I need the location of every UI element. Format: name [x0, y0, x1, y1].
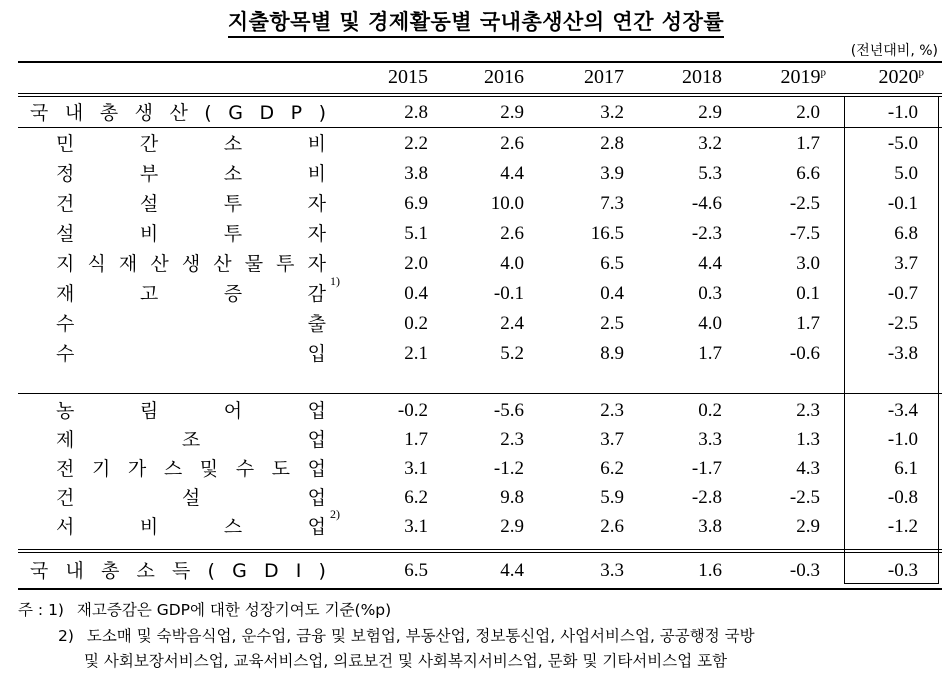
row-label: 국 내 총 생 산 ( G D P )	[30, 102, 326, 124]
table-cell: 0.2	[698, 400, 722, 421]
table-cell: 4.3	[796, 458, 820, 479]
table-cell: -1.0	[887, 102, 918, 123]
table-cell: -5.6	[493, 400, 524, 421]
table-cell: 1.7	[796, 313, 820, 334]
column-header-year: 2019	[780, 66, 821, 88]
table-cell: 2.2	[404, 133, 428, 154]
table-cell: 3.9	[600, 163, 624, 184]
row-label: 전 기 가 스 및 수 도 업	[56, 458, 326, 480]
table-row	[0, 397, 952, 425]
table-cell: -2.5	[789, 487, 820, 508]
table-row	[0, 274, 952, 308]
table-cell: -2.3	[691, 223, 722, 244]
row-label: 국 내 총 소 득 ( G D I )	[30, 560, 326, 582]
table-cell: 2.6	[600, 516, 624, 537]
table-cell: 5.9	[600, 487, 624, 508]
table-cell: -7.5	[789, 223, 820, 244]
table-cell: 2.9	[796, 516, 820, 537]
table-cell: -1.2	[493, 458, 524, 479]
table-cell: -0.1	[887, 193, 918, 214]
column-header-year: 2020	[878, 66, 919, 88]
table-cell: 4.4	[698, 253, 722, 274]
table-row	[0, 484, 952, 512]
table-bottom-rule	[18, 588, 942, 590]
header-bottom-rule-2	[18, 96, 942, 97]
table-cell: 2.4	[500, 313, 524, 334]
table-cell: 0.1	[796, 283, 820, 304]
table-cell: 5.2	[500, 343, 524, 364]
table-cell: 6.1	[894, 458, 918, 479]
table-cell: 2.0	[796, 102, 820, 123]
table-cell: 0.3	[698, 283, 722, 304]
table-cell: -2.8	[691, 487, 722, 508]
row-label: 재 고 증 감	[56, 283, 326, 305]
table-cell: 0.4	[404, 283, 428, 304]
footnote-prefix: 주 :	[18, 601, 44, 619]
table-cell: 4.4	[500, 163, 524, 184]
table-row	[0, 507, 952, 541]
footnote-2	[58, 624, 755, 646]
table-row	[0, 190, 952, 218]
table-cell: 6.8	[894, 223, 918, 244]
table-cell: 10.0	[490, 193, 524, 214]
table-cell: 4.0	[500, 253, 524, 274]
table-cell: 3.3	[600, 560, 624, 581]
footnote-2-continued	[84, 649, 727, 671]
table-cell: 6.5	[600, 253, 624, 274]
column-header-2020	[824, 66, 924, 89]
table-row	[0, 160, 952, 188]
table-cell: -0.7	[887, 283, 918, 304]
table-row	[0, 557, 952, 585]
row-label: 설 비 투 자	[56, 223, 326, 245]
preliminary-mark: p	[918, 66, 924, 79]
table-cell: 2.6	[500, 133, 524, 154]
table-cell: -0.3	[887, 560, 918, 581]
table-cell: 2.9	[500, 102, 524, 123]
table-cell: 4.0	[698, 313, 722, 334]
row-label: 정 부 소 비	[56, 163, 326, 185]
table-cell: 3.7	[894, 253, 918, 274]
table-cell: 2.3	[600, 400, 624, 421]
column-header-2016	[424, 66, 524, 89]
row-label: 제 조 업	[56, 429, 326, 451]
row-footnote-mark: 1)	[330, 274, 340, 288]
table-cell: 2.5	[600, 313, 624, 334]
column-header-year: 2015	[388, 66, 428, 88]
table-cell: 0.4	[600, 283, 624, 304]
table-cell: -0.3	[789, 560, 820, 581]
table-cell: 1.6	[698, 560, 722, 581]
table-cell: -2.5	[887, 313, 918, 334]
table-title: 지출항목별 및 경제활동별 국내총생산의 연간 성장률	[0, 6, 952, 36]
table-cell: 2.9	[500, 516, 524, 537]
column-header-2015	[328, 66, 428, 89]
table-cell: 3.8	[698, 516, 722, 537]
column-header-2018	[622, 66, 722, 89]
footnote-2-line2: 및 사회보장서비스업, 교육서비스업, 의료보건 및 사회복지서비스업, 문화 및 기타서비스업 포함	[84, 652, 728, 670]
table-row	[0, 220, 952, 248]
table-row	[0, 250, 952, 278]
row-label: 건 설 업	[56, 487, 326, 509]
footnote-1	[18, 598, 391, 620]
table-cell: 6.2	[600, 458, 624, 479]
table-cell: 2.0	[404, 253, 428, 274]
footnote-1-number: 1)	[48, 601, 64, 619]
table-cell: 2.6	[500, 223, 524, 244]
table-cell: 1.3	[796, 429, 820, 450]
unit-label: (전년대비, %)	[850, 43, 938, 59]
table-cell: -1.7	[691, 458, 722, 479]
table-cell: 3.3	[698, 429, 722, 450]
row-label: 민 간 소 비	[56, 133, 326, 155]
gdi-top-rule-2	[18, 552, 942, 553]
table-cell: 3.0	[796, 253, 820, 274]
table-cell: 6.5	[404, 560, 428, 581]
table-cell: -4.6	[691, 193, 722, 214]
table-cell: 3.2	[600, 102, 624, 123]
table-cell: -1.2	[887, 516, 918, 537]
table-cell: -3.8	[887, 343, 918, 364]
table-cell: 5.0	[894, 163, 918, 184]
footnote-2-line1: 도소매 및 숙박음식업, 운수업, 금융 및 보험업, 부동산업, 정보통신업, 사업서비스업, 공공행정 국방	[86, 627, 755, 645]
gdi-top-rule	[18, 549, 942, 550]
column-header-year: 2017	[584, 66, 624, 88]
table-cell: -3.4	[887, 400, 918, 421]
header-top-rule	[18, 61, 942, 63]
table-cell: -0.2	[397, 400, 428, 421]
table-cell: 6.2	[404, 487, 428, 508]
table-cell: 2.8	[600, 133, 624, 154]
gdp-row-rule	[18, 127, 942, 128]
header-bottom-rule	[18, 93, 942, 94]
table-cell: 5.1	[404, 223, 428, 244]
table-cell: 3.7	[600, 429, 624, 450]
table-row	[0, 130, 952, 158]
table-cell: 2.3	[500, 429, 524, 450]
table-cell: 3.8	[404, 163, 428, 184]
table-row	[0, 455, 952, 483]
row-label: 농 림 어 업	[56, 400, 326, 422]
footnote-2-number: 2)	[58, 627, 74, 645]
table-cell: 2.8	[404, 102, 428, 123]
column-header-year: 2018	[682, 66, 722, 88]
table-cell: 8.9	[600, 343, 624, 364]
table-cell: 2.9	[698, 102, 722, 123]
table-cell: 6.6	[796, 163, 820, 184]
table-cell: 2.1	[404, 343, 428, 364]
row-label: 서 비 스 업	[56, 516, 326, 538]
table-cell: 4.4	[500, 560, 524, 581]
footnote-1-text: 재고증감은 GDP에 대한 성장기여도 기준(%p)	[76, 601, 392, 619]
table-cell: 3.1	[404, 458, 428, 479]
row-label: 수 출	[56, 313, 326, 335]
row-label: 지 식 재 산 생 산 물 투 자	[56, 253, 326, 275]
table-cell: 1.7	[404, 429, 428, 450]
table-row	[0, 310, 952, 338]
table-cell: 3.2	[698, 133, 722, 154]
table-cell: -5.0	[887, 133, 918, 154]
column-header-2019	[726, 66, 826, 89]
table-cell: -2.5	[789, 193, 820, 214]
table-cell: 9.8	[500, 487, 524, 508]
table-row	[0, 340, 952, 368]
table-cell: 16.5	[590, 223, 624, 244]
table-cell: -1.0	[887, 429, 918, 450]
table-cell: -0.1	[493, 283, 524, 304]
row-label: 건 설 투 자	[56, 193, 326, 215]
column-header-year: 2016	[484, 66, 524, 88]
table-cell: -0.8	[887, 487, 918, 508]
preliminary-mark: p	[820, 66, 826, 79]
row-label: 수 입	[56, 343, 326, 365]
table-cell: 1.7	[698, 343, 722, 364]
table-cell: -0.6	[789, 343, 820, 364]
table-row	[0, 99, 952, 127]
column-header-2017	[524, 66, 624, 89]
table-cell: 0.2	[404, 313, 428, 334]
section-rule	[18, 393, 942, 394]
table-cell: 7.3	[600, 193, 624, 214]
table-cell: 1.7	[796, 133, 820, 154]
row-footnote-mark: 2)	[330, 507, 340, 521]
table-row	[0, 426, 952, 454]
table-cell: 6.9	[404, 193, 428, 214]
table-cell: 3.1	[404, 516, 428, 537]
table-cell: 5.3	[698, 163, 722, 184]
table-cell: 2.3	[796, 400, 820, 421]
